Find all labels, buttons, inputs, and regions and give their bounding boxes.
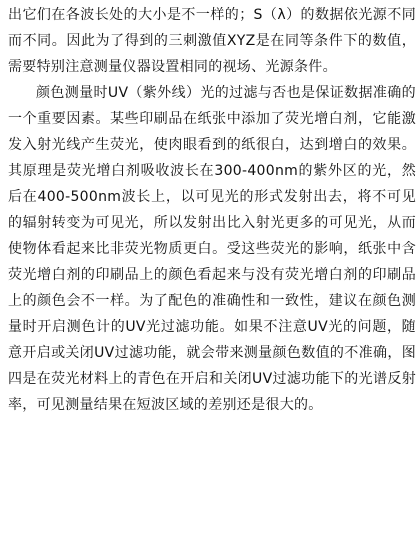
paragraph-uv-filtering: 颜色测量时UV（紫外线）光的过滤与否也是保证数据准确的一个重要因素。某些印刷品在纸张中添加了荧光增白剂，它能激发入射光线产生荧光，使肉眼看到的纸很白，达到增白的效果。其原理是荧光增白剂吸收波长在300-400nm的紫外区的光，然后在400-500nm波长上，以可见光的形式发射出去，将不可见的辐射转变为可见光，所以发射出比入射光更多的可见光，从而使物体看起来比非荧光物质更白。受这些荧光的影响，纸张中含荧光增白剂的印刷品上的颜色看起来与没有荧光增白剂的印刷品上的颜色会不一样。为了配色的准确性和一致性，建议在颜色测量时开启测色计的UV光过滤功能。如果不注意UV光的问题，随意开启或关闭UV过滤功能，就会带来测量颜色数值的不准确，图四是在荧光材料上的青色在开启和关闭UV过滤功能下的光谱反射率，可见测量结果在短波区域的差别还是很大的。	[8, 85, 416, 413]
paragraph-continuation: 出它们在各波长处的大小是不一样的；S（λ）的数据依光源不同而不同。因此为了得到的三刺激值XYZ是在同等条件下的数值，需要特别注意测量仪器设置相同的视场、光源条件。	[8, 7, 416, 75]
